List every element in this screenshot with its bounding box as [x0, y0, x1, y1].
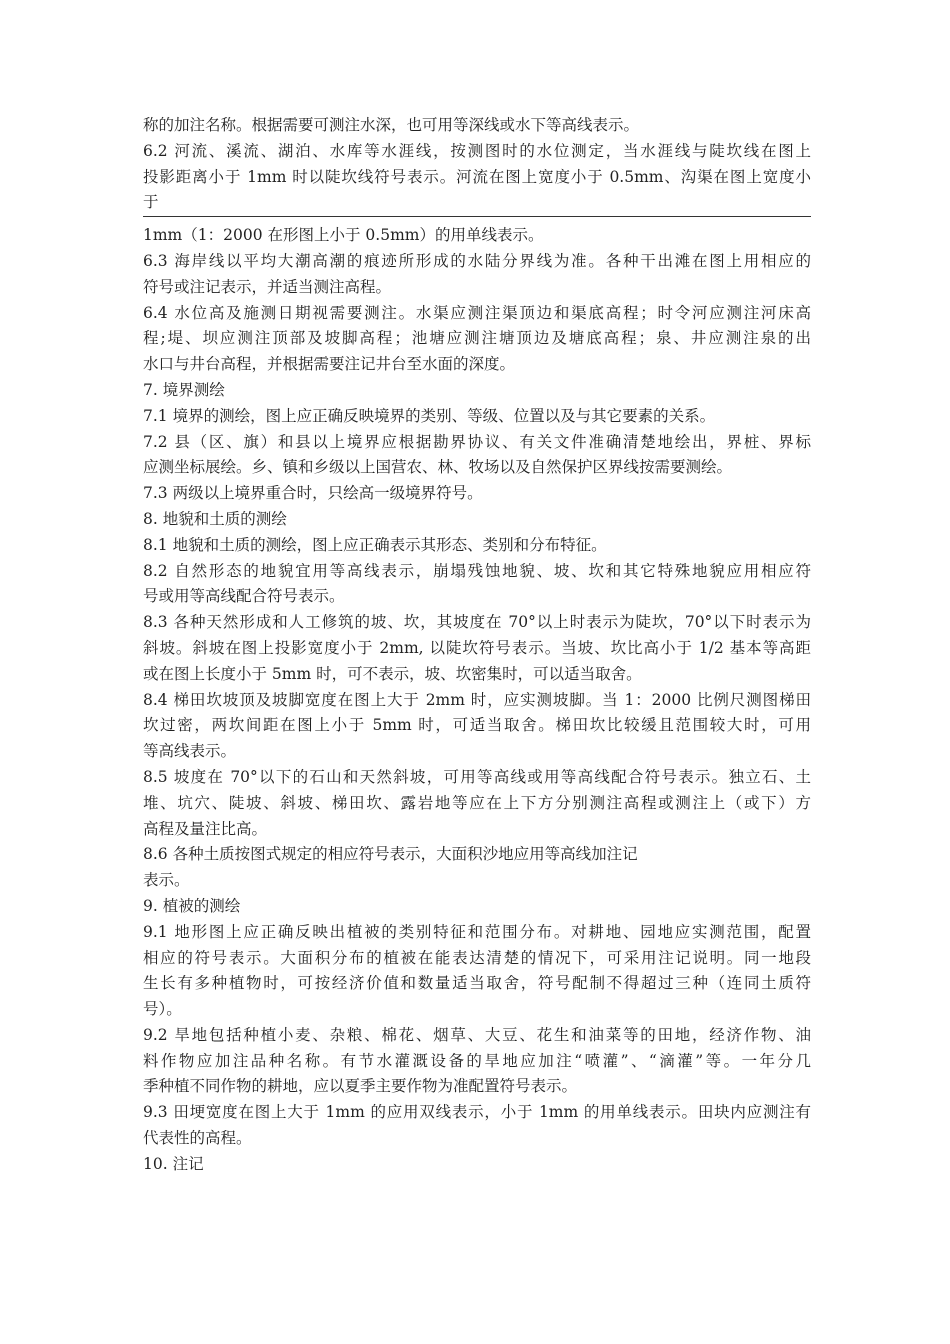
text-line: 8.5 坡度在 70°以下的石山和天然斜坡，可用等高线或用等高线配合符号表示。独立石、土 [143, 767, 811, 786]
text-line: 6.2 河流、溪流、湖泊、水库等水涯线，按测图时的水位测定，当水涯线与陡坎线在图上 [143, 141, 811, 160]
text-line: 号或用等高线配合符号表示。 [143, 587, 345, 606]
text-line: 季种植不同作物的耕地，应以夏季主要作物为准配置符号表示。 [143, 1077, 578, 1096]
text-line: 高程及量注比高。 [143, 819, 268, 838]
text-line: 等高线表示。 [143, 742, 237, 761]
text-line: 7.2 县（区、旗）和县以上境界应根据勘界协议、有关文件准确清楚地绘出，界桩、界标 [143, 432, 811, 451]
text-line: 水口与井台高程，并根据需要注记井台至水面的深度。 [143, 355, 516, 374]
text-line: 7.3 两级以上境界重合时，只绘高一级境界符号。 [143, 484, 483, 503]
text-line: 称的加注名称。根据需要可测注水深，也可用等深线或水下等高线表示。 [143, 116, 640, 134]
text-line: 表示。 [143, 871, 190, 890]
section-heading: 8. 地貌和土质的测绘 [143, 509, 287, 528]
document-body [143, 113, 811, 1178]
text-line: 8.4 梯田坎坡顶及坡脚宽度在图上大于 2mm 时，应实测坡脚。当 1：2000 比例尺测图梯田 [143, 690, 811, 709]
text-line: 或在图上长度小于 5mm 时，可不表示，坡、坎密集时，可以适当取舍。 [143, 664, 642, 683]
text-line: 6.3 海岸线以平均大潮高潮的痕迹所形成的水陆分界线为准。各种干出滩在图上用相应的 [143, 251, 811, 270]
text-line: 号）。 [143, 1000, 182, 1019]
text-line: 7.1 境界的测绘，图上应正确反映境界的类别、等级、位置以及与其它要素的关系。 [143, 406, 716, 425]
text-line: 堆、坑穴、陡坡、斜坡、梯田坎、露岩地等应在上下方分别测注高程或测注上（或下）方 [143, 793, 811, 812]
text-line: 程;堤、坝应测注顶部及坡脚高程；池塘应测注塘顶边及塘底高程；泉、井应测注泉的出 [143, 329, 811, 348]
text-line: 8.3 各种天然形成和人工修筑的坡、坎，其坡度在 70°以上时表示为陡坎，70°以下时表示为 [143, 613, 811, 632]
text-line: 6.4 水位高及施测日期视需要测注。水渠应测注渠顶边和渠底高程；时令河应测注河床高 [143, 303, 811, 322]
section-heading: 7. 境界测绘 [143, 380, 225, 399]
text-line: 1mm（1：2000 在形图上小于 0.5mm）的用单线表示。 [143, 226, 544, 245]
text-line: 代表性的高程。 [143, 1129, 252, 1148]
text-line: 8.6 各种土质按图式规定的相应符号表示，大面积沙地应用等高线加注记 [143, 845, 638, 864]
text-line: 料作物应加注品种名称。有节水灌溉设备的旱地应加注“喷灌”、“滴灌”等。一年分几 [143, 1051, 811, 1070]
horizontal-rule [143, 216, 811, 217]
text-line: 9.3 田埂宽度在图上大于 1mm 的应用双线表示，小于 1mm 的用单线表示。田块内应测注有 [143, 1103, 811, 1122]
text-line: 于 [143, 193, 159, 212]
text-line: 应测坐标展绘。乡、镇和乡级以上国营农、林、牧场以及自然保护区界线按需要测绘。 [143, 458, 733, 477]
text-line: 9.1 地形图上应正确反映出植被的类别特征和范围分布。对耕地、园地应实测范围，配置 [143, 922, 811, 941]
text-line: 相应的符号表示。大面积分布的植被在能表达清楚的情况下，可采用注记说明。同一地段 [143, 948, 811, 967]
text-line: 8.2 自然形态的地貌宜用等高线表示，崩塌残蚀地貌、坡、坎和其它特殊地貌应用相应符 [143, 561, 811, 580]
text-line: 生长有多种植物时，可按经济价值和数量适当取舍，符号配制不得超过三种（连同土质符 [143, 974, 811, 993]
text-line: 符号或注记表示，并适当测注高程。 [143, 277, 392, 296]
text-line: 9.2 旱地包括种植小麦、杂粮、棉花、烟草、大豆、花生和油菜等的田地，经济作物、油 [143, 1025, 811, 1044]
text-line: 坎过密，两坎间距在图上小于 5mm 时，可适当取舍。梯田坎比较缓且范围较大时，可用 [143, 716, 811, 735]
section-heading: 10. 注记 [143, 1154, 204, 1173]
text-line: 斜坡。斜坡在图上投影宽度小于 2mm, 以陡坎符号表示。当坡、坎比高小于 1/2 基本等高距 [143, 638, 811, 657]
text-line: 投影距离小于 1mm 时以陡坎线符号表示。河流在图上宽度小于 0.5mm、沟渠在图上宽度小 [143, 167, 811, 186]
section-heading: 9. 植被的测绘 [143, 896, 241, 915]
text-line: 8.1 地貌和土质的测绘，图上应正确表示其形态、类别和分布特征。 [143, 535, 607, 554]
